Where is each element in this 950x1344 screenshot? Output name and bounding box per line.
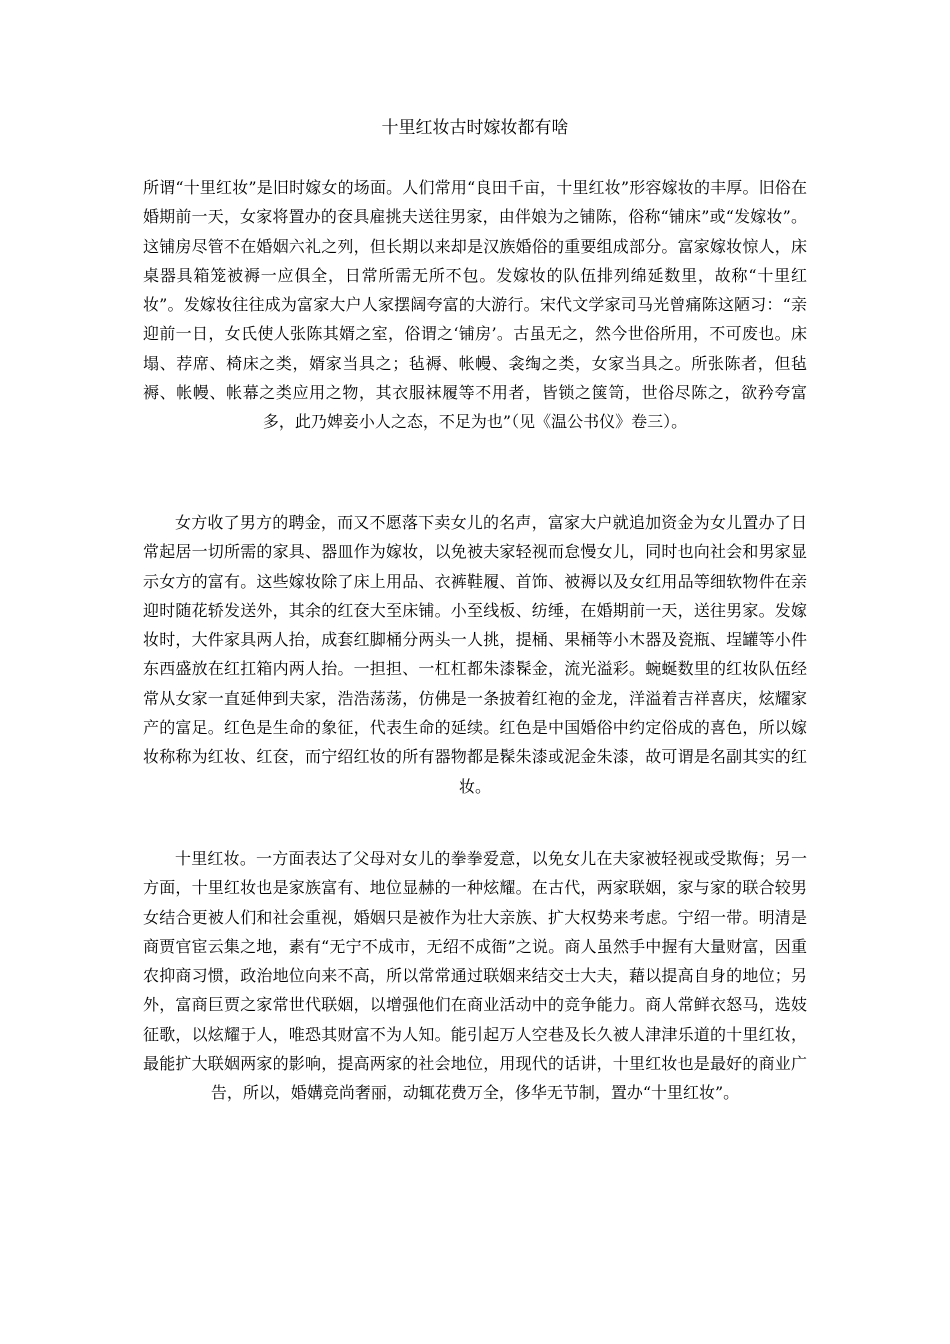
paragraph-1: 所谓“十里红妆”是旧时嫁女的场面。人们常用“良田千亩，十里红妆”形容嫁妆的丰厚。旧俗在婚期前一天，女家将置办的奁具雇挑夫送往男家，由伴娘为之铺陈，俗称“铺床”或“发嫁妆”。这铺房尽管不在婚姻六礼之列，但长期以来却是汉族婚俗的重要组成部分。富家嫁妆惊人，床桌器具箱笼被褥一应俱全，日常所需无所不包。发嫁妆的队伍排列绵延数里，故称“十里红妆”。发嫁妆往往成为富家大户人家摆阔夸富的大游行。宋代文学家司马光曾痛陈这陋习：“亲迎前一日，女氏使人张陈其婿之室，俗谓之‘铺房’。古虽无之，然今世俗所用，不可废也。床塌、荐席、椅床之类，婿家当具之；毡褥、帐幔、衾绹之类，女家当具之。所张陈者，但毡褥、帐幔、帐幕之类应用之物，其衣服袜履等不用者，皆锁之箧笥，世俗尽陈之，欲矜夸富多，此乃婢妾小人之态，不足为也”（见《温公书仪》卷三）。 (143, 178, 807, 432)
paragraph-3: 十里红妆。一方面表达了父母对女儿的拳拳爱意，以免女儿在夫家被轻视或受欺侮；另一方面，十里红妆也是家族富有、地位显赫的一种炫耀。在古代，两家联姻，家与家的联合较男女结合更被人们和社会重视，婚姻只是被作为壮大亲族、扩大权势来考虑。宁绍一带。明清是商贾官宦云集之地，素有“无宁不成市，无绍不成衙”之说。商人虽然手中握有大量财富，因重农抑商习惯，政治地位向来不高，所以常常通过联姻来结交士大夫，藉以提高自身的地位；另外，富商巨贾之家常世代联姻，以增强他们在商业活动中的竞争能力。商人常鲜衣怒马，选妓征歌，以炫耀于人，唯恐其财富不为人知。能引起万人空巷及长久被人津津乐道的十里红妆，最能扩大联姻两家的影响，提高两家的社会地位，用现代的话讲，十里红妆也是最好的商业广告，所以，婚媾竞尚奢丽，动辄花费万全，侈华无节制，置办“十里红妆”。 (143, 849, 807, 1103)
paragraph-2: 女方收了男方的聘金，而又不愿落下卖女儿的名声，富家大户就追加资金为女儿置办了日常起居一切所需的家具、器皿作为嫁妆，以免被夫家轻视而怠慢女儿，同时也向社会和男家显示女方的富有。这些嫁妆除了床上用品、衣裤鞋履、首饰、被褥以及女红用品等细软物件在亲迎时随花轿发送外，其余的红奁大至床铺。小至线板、纺缍，在婚期前一天，送往男家。发嫁妆时，大件家具两人抬，成套红脚桶分两头一人挑，提桶、果桶等小木器及瓷瓶、埕罐等小件东西盛放在红扛箱内两人抬。一担担、一杠杠都朱漆髹金，流光溢彩。蜿蜒数里的红妆队伍经常从女家一直延伸到夫家，浩浩荡荡，仿佛是一条披着红袍的金龙，洋溢着吉祥喜庆，炫耀家产的富足。红色是生命的象征，代表生命的延续。红色是中国婚俗中约定俗成的喜色，所以嫁妆称称为红妆、红奁，而宁绍红妆的所有器物都是髹朱漆或泥金朱漆，故可谓是名副其实的红妆。 (143, 513, 807, 796)
document-title: 十里红妆古时嫁妆都有啥 (381, 118, 569, 138)
